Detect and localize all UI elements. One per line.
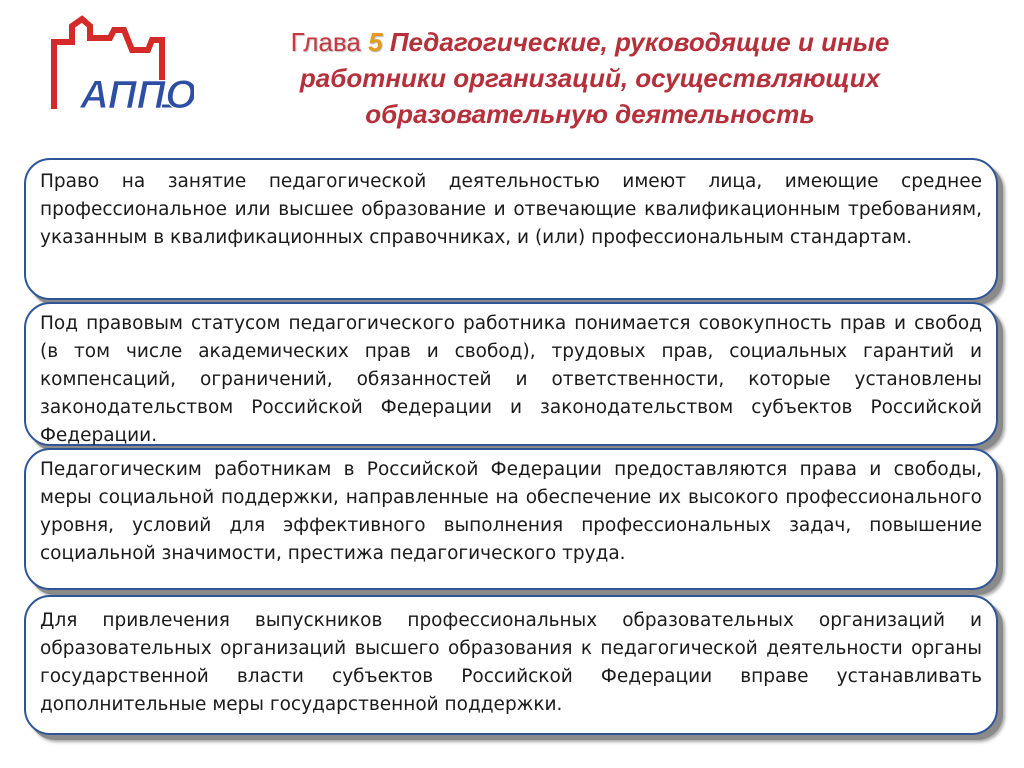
- text-block-3: [24, 448, 998, 590]
- text-block-2: [24, 302, 998, 446]
- text-block-1-content: Право на занятие педагогической деятельностью имеют лица, имеющие среднее профессиональное или высшее образование и отвечающие квалификационным требованиям, указанным в квалификационных справочниках, и (или) профессиональным стандартам.: [40, 171, 982, 248]
- text-block-4: [24, 595, 998, 735]
- text-block-4-content: Для привлечения выпускников профессиональных образовательных организаций и образовательных организаций высшего образования к педагогической деятельности органы государственной власти субъектов Российской Федерации вправе устанавливать дополнительные меры государственной поддержки.: [40, 610, 982, 715]
- appo-logo: [44, 14, 194, 122]
- text-block-1: [24, 158, 998, 300]
- title-text: Педагогические, руководящие и иные работники организаций, осуществляющих образовательную деятельность: [299, 27, 890, 129]
- logo-text: АППО: [80, 73, 194, 117]
- text-block-3-content: Педагогическим работникам в Российской Федерации предоставляются права и свободы, меры социальной поддержки, направленные на обеспечение их высокого профессионального уровня, условий для эффективного выполнения профессиональных задач, повышение социальной значимости, престижа педагогического труда.: [40, 459, 982, 564]
- text-block-2-content: Под правовым статусом педагогического работника понимается совокупность прав и свобод (в том числе академических прав и свобод), трудовых прав, социальных гарантий и компенсаций, ограничений, обязанностей и ответственности, которые установлены законодательством Российской Федерации и законодательством субъектов Российской Федерации.: [40, 313, 982, 446]
- logo-graphic: [44, 14, 194, 122]
- chapter-number: 5: [368, 27, 383, 57]
- page-title: [230, 24, 950, 132]
- chapter-label: Глава: [290, 27, 361, 57]
